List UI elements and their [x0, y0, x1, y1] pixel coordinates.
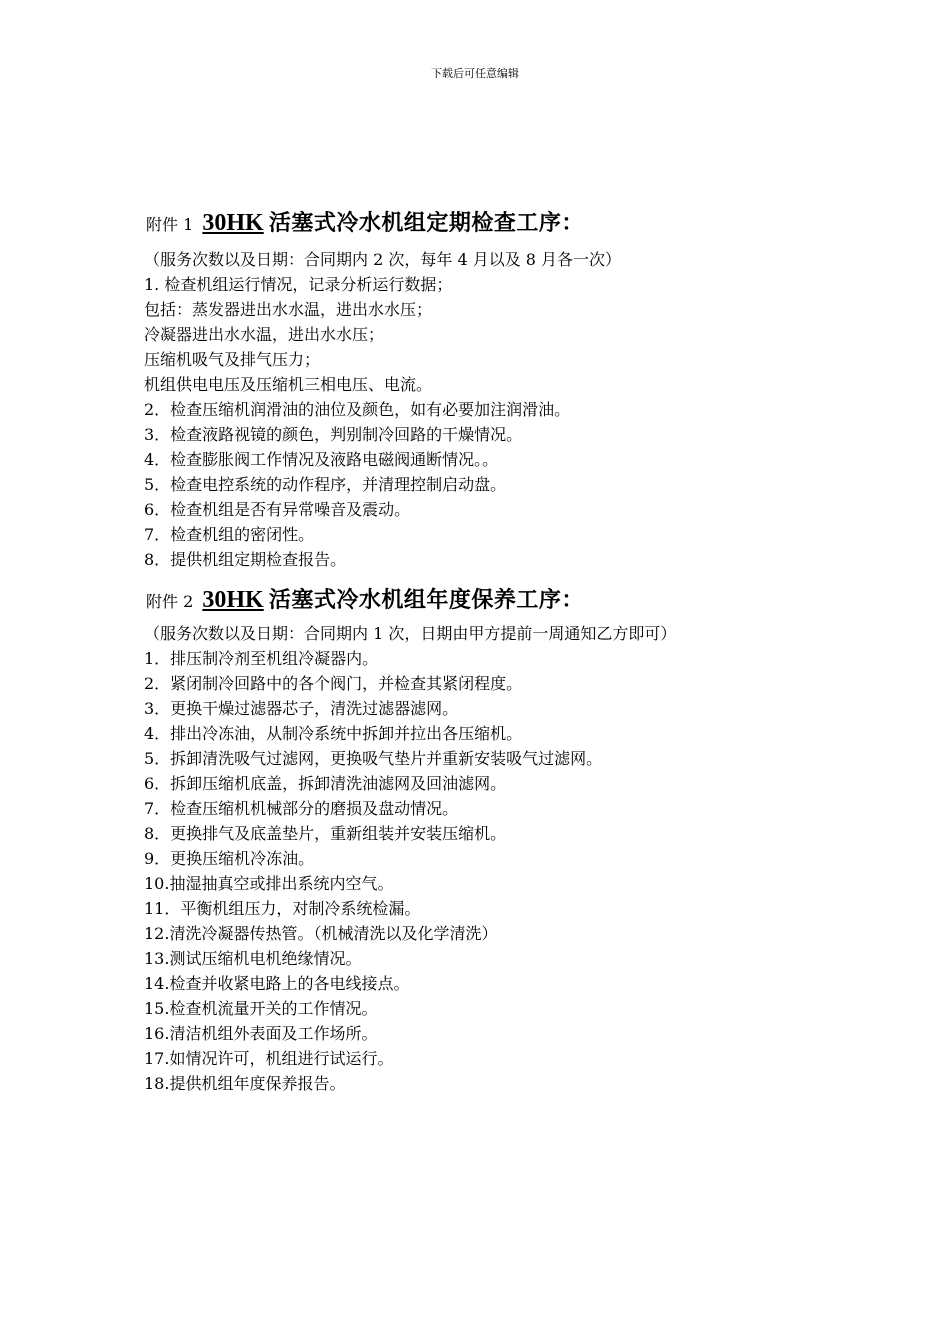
section-1-line: 冷凝器进出水水温，进出水水压； — [144, 325, 385, 344]
section-1-line: 压缩机吸气及排气压力； — [144, 350, 321, 369]
section-2-line: 5．拆卸清洗吸气过滤网，更换吸气垫片并重新安装吸气过滤网。 — [144, 749, 603, 768]
section-2-heading — [146, 583, 584, 613]
section-1-line: 4．检查膨胀阀工作情况及液路电磁阀通断情况。。 — [144, 450, 499, 469]
section-2-line: 18.提供机组年度保养报告。 — [144, 1074, 346, 1093]
section-2-line: 15.检查机流量开关的工作情况。 — [144, 999, 378, 1018]
section-2-line: 1．排压制冷剂至机组冷凝器内。 — [144, 649, 379, 668]
section-1-model: 30HK — [202, 210, 264, 236]
section-1-line: 7．检查机组的密闭性。 — [144, 525, 315, 544]
section-1-line: 1. 检查机组运行情况，记录分析运行数据； — [144, 275, 453, 294]
section-1-line: 8．提供机组定期检查报告。 — [144, 550, 347, 569]
section-2-line: 16.清洁机组外表面及工作场所。 — [144, 1024, 378, 1043]
section-2-line: 8．更换排气及底盖垫片，重新组装并安装压缩机。 — [144, 824, 507, 843]
page-header: 下载后可任意编辑 — [431, 67, 519, 80]
section-2-line: 11．平衡机组压力，对制冷系统检漏。 — [144, 899, 421, 918]
section-2-line: 12.清洗冷凝器传热管。（机械清洗以及化学清洗） — [144, 924, 498, 943]
section-2-prefix: 附件 2 — [146, 592, 194, 611]
section-1-line: 包括：蒸发器进出水水温，进出水水压； — [144, 300, 433, 319]
section-1-line: 机组供电电压及压缩机三相电压、电流。 — [144, 375, 433, 394]
section-1-prefix: 附件 1 — [146, 215, 194, 234]
section-2-line: （服务次数以及日期：合同期内 1 次，日期由甲方提前一周通知乙方即可） — [144, 624, 677, 643]
section-2-line: 4．排出冷冻油，从制冷系统中拆卸并拉出各压缩机。 — [144, 724, 523, 743]
section-2-line: 7．检查压缩机机械部分的磨损及盘动情况。 — [144, 799, 459, 818]
section-2-line: 6．拆卸压缩机底盖，拆卸清洗油滤网及回油滤网。 — [144, 774, 507, 793]
section-2-line: 10.抽湿抽真空或排出系统内空气。 — [144, 874, 394, 893]
section-2-model: 30HK — [202, 587, 264, 613]
section-1-line: 5．检查电控系统的动作程序，并清理控制启动盘。 — [144, 475, 507, 494]
section-2-line: 14.检查并收紧电路上的各电线接点。 — [144, 974, 410, 993]
section-1-title: 活塞式冷水机组定期检查工序： — [268, 210, 584, 236]
section-1-line: 6．检查机组是否有异常噪音及震动。 — [144, 500, 411, 519]
section-2-line: 3．更换干燥过滤器芯子，清洗过滤器滤网。 — [144, 699, 459, 718]
section-1-line: 3．检查液路视镜的颜色，判别制冷回路的干燥情况。 — [144, 425, 523, 444]
section-2-line: 17.如情况许可，机组进行试运行。 — [144, 1049, 394, 1068]
section-1-line: （服务次数以及日期：合同期内 2 次，每年 4 月以及 8 月各一次） — [144, 250, 622, 269]
section-2-line: 13.测试压缩机电机绝缘情况。 — [144, 949, 362, 968]
section-2-line: 2．紧闭制冷回路中的各个阀门，并检查其紧闭程度。 — [144, 674, 523, 693]
section-1-heading — [146, 206, 584, 236]
section-2-line: 9．更换压缩机冷冻油。 — [144, 849, 315, 868]
section-1-line: 2．检查压缩机润滑油的油位及颜色，如有必要加注润滑油。 — [144, 400, 571, 419]
section-2-title: 活塞式冷水机组年度保养工序： — [268, 587, 584, 613]
